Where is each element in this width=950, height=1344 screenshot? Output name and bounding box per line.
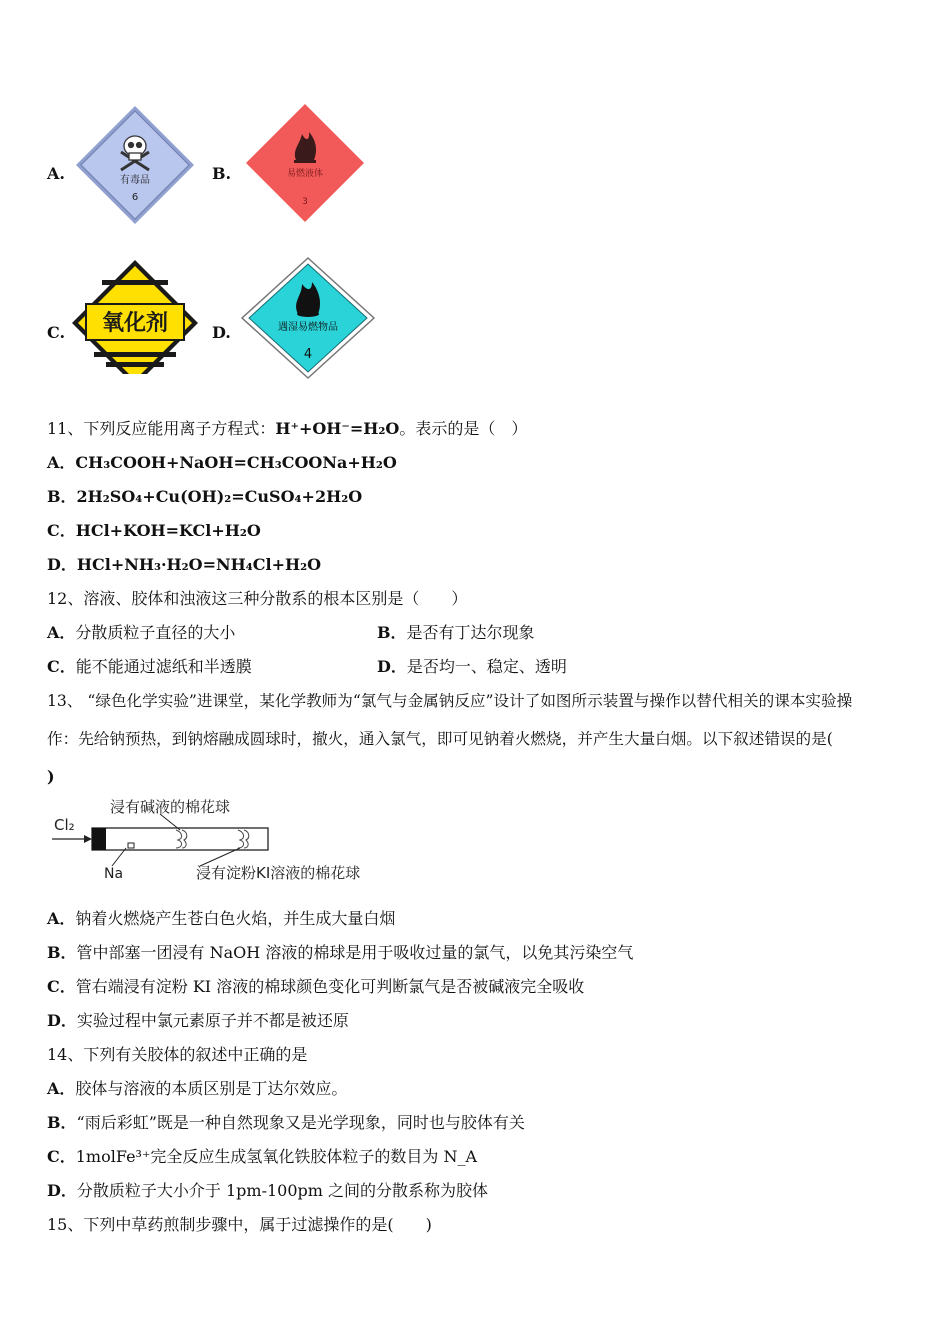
flammable-liquid-sign-graphic bbox=[244, 102, 366, 224]
water-reactive-sign-number: 4 bbox=[303, 347, 313, 362]
q14-option-a: A．胶体与溶液的本质区别是丁达尔效应。 bbox=[47, 1079, 348, 1098]
toxic-sign-text: 有毒品 bbox=[120, 175, 150, 186]
toxic-sign-graphic bbox=[74, 104, 196, 226]
q12-option-d: D．是否均一、稳定、透明 bbox=[377, 657, 567, 676]
q14-option-c: C．1molFe³⁺完全反应生成氢氧化铁胶体粒子的数目为 N_A bbox=[47, 1147, 478, 1166]
q11-option-c: C．HCl+KOH=KCl+H₂O bbox=[47, 521, 261, 540]
q12-stem: 12、溶液、胶体和浊液这三种分散系的根本区别是（ ） bbox=[47, 589, 468, 608]
flammable-liquid-sign-text: 易燃液体 bbox=[286, 169, 324, 179]
oxidizer-sign-text: 氧化剂 bbox=[101, 311, 169, 336]
na-label: Na bbox=[104, 866, 124, 882]
cl2-label: Cl₂ bbox=[54, 816, 75, 834]
water-reactive-sign bbox=[240, 256, 376, 380]
q13-option-d: D．实验过程中氯元素原子并不都是被还原 bbox=[47, 1011, 349, 1030]
water-reactive-sign-text: 遇湿易燃物品 bbox=[278, 322, 338, 333]
q15-stem: 15、下列中草药煎制步骤中，属于过滤操作的是( ) bbox=[47, 1215, 432, 1234]
q13-stem-line2: 作：先给钠预热，到钠熔融成圆球时，撤火，通入氯气，即可见钠着火燃烧，并产生大量白烟。以下叙述错误的是( bbox=[47, 730, 833, 748]
q14-stem: 14、下列有关胶体的叙述中正确的是 bbox=[47, 1045, 308, 1064]
bottom-label: 浸有淀粉KI溶液的棉花球 bbox=[196, 864, 361, 882]
apparatus-diagram-graphic bbox=[48, 792, 388, 888]
q11-option-b: B．2H₂SO₄+Cu(OH)₂=CuSO₄+2H₂O bbox=[47, 487, 363, 506]
q12-option-a: A．分散质粒子直径的大小 bbox=[47, 623, 236, 642]
option-a-label: A. bbox=[47, 164, 65, 183]
oxidizer-sign-graphic bbox=[72, 260, 198, 378]
toxic-sign-number: 6 bbox=[131, 192, 139, 203]
oxidizer-sign bbox=[72, 260, 198, 378]
toxic-sign bbox=[74, 104, 196, 226]
option-b-label: B. bbox=[212, 164, 232, 183]
q12-option-b: B．是否有丁达尔现象 bbox=[377, 623, 535, 642]
q13-stem-line3: ) bbox=[47, 767, 55, 786]
q12-option-c: C．能不能通过滤纸和半透膜 bbox=[47, 657, 252, 676]
q13-option-c: C．管右端浸有淀粉 KI 溶液的棉球颜色变化可判断氯气是否被碱液完全吸收 bbox=[47, 977, 585, 996]
water-reactive-sign-graphic bbox=[240, 256, 376, 380]
q14-option-b: B．“雨后彩虹”既是一种自然现象又是光学现象，同时也与胶体有关 bbox=[47, 1113, 525, 1132]
q13-stem-line1: 13、 “绿色化学实验”进课堂，某化学教师为“氯气与金属钠反应”设计了如图所示装置与操作以替代相关的课本实验操 bbox=[47, 692, 853, 710]
flammable-liquid-sign bbox=[244, 102, 366, 224]
apparatus-diagram bbox=[48, 792, 388, 888]
q11-option-d: D．HCl+NH₃·H₂O=NH₄Cl+H₂O bbox=[47, 555, 322, 574]
option-d-label: D. bbox=[212, 323, 231, 342]
q13-option-a: A．钠着火燃烧产生苍白色火焰，并生成大量白烟 bbox=[47, 909, 396, 928]
q13-option-b: B．管中部塞一团浸有 NaOH 溶液的棉球是用于吸收过量的氯气，以免其污染空气 bbox=[47, 943, 634, 962]
top-label: 浸有碱液的棉花球 bbox=[110, 798, 231, 816]
q11-option-a: A．CH₃COOH+NaOH=CH₃COONa+H₂O bbox=[47, 453, 397, 472]
flammable-liquid-sign-number: 3 bbox=[302, 197, 308, 207]
q11-stem: 11、下列反应能用离子方程式：H⁺+OH⁻=H₂O。表示的是（ ） bbox=[47, 419, 528, 438]
option-c-label: C. bbox=[47, 323, 66, 342]
q14-option-d: D．分散质粒子大小介于 1pm-100pm 之间的分散系称为胶体 bbox=[47, 1181, 489, 1200]
